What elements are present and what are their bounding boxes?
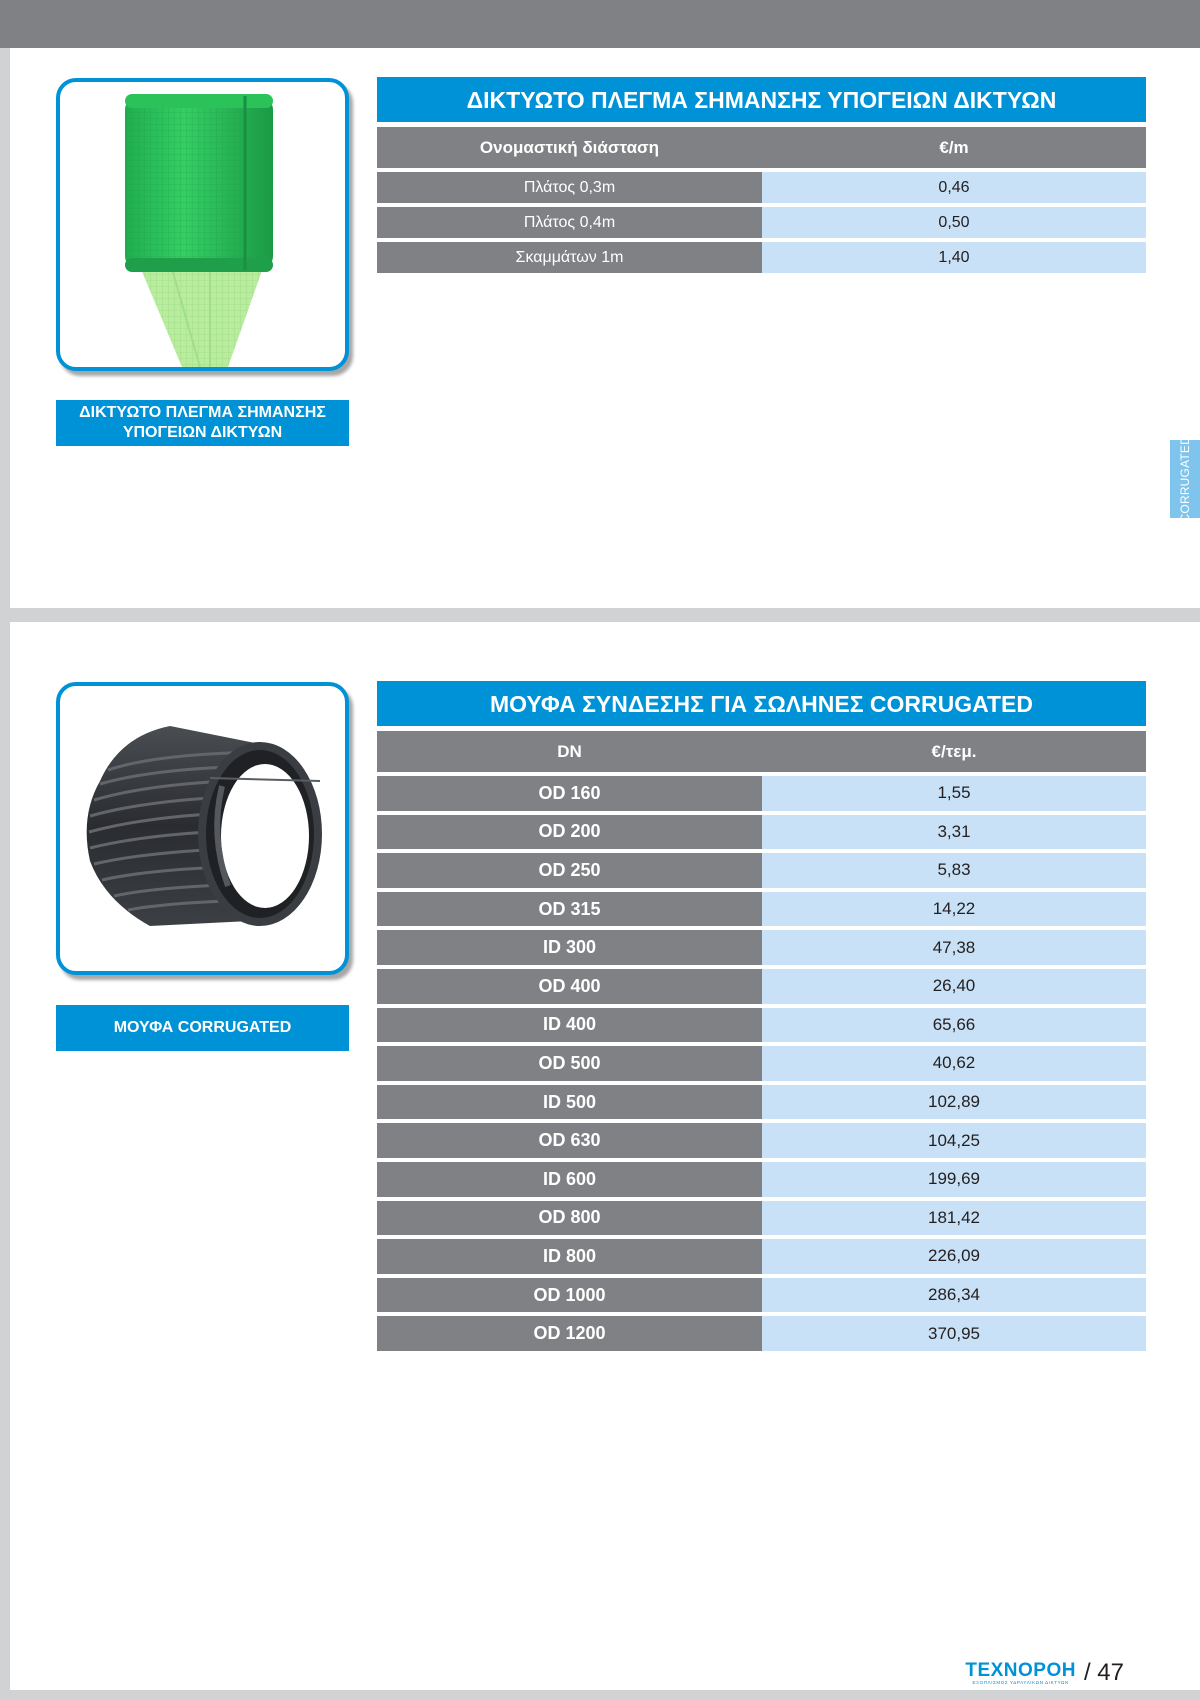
row-dimension: Πλάτος 0,3m — [377, 172, 762, 203]
table-row — [377, 892, 1146, 927]
row-price: 1,40 — [762, 242, 1146, 273]
green-mesh-roll-icon — [60, 82, 345, 367]
table-row — [377, 207, 1146, 238]
coupling-caption: ΜΟΥΦΑ CORRUGATED — [56, 1005, 349, 1051]
coupling-price-table — [377, 681, 1146, 1351]
table-row — [377, 172, 1146, 203]
page-footer — [965, 1660, 1124, 1686]
row-dn: OD 800 — [377, 1201, 762, 1236]
table-row — [377, 776, 1146, 811]
brand-logo — [965, 1661, 1076, 1686]
side-tab-label: CORRUGATED — [1178, 435, 1192, 523]
row-dn: OD 1000 — [377, 1278, 762, 1313]
side-tab-corrugated — [1170, 435, 1200, 523]
row-price: 370,95 — [762, 1316, 1146, 1351]
section-corrugated-coupling — [10, 622, 1200, 1690]
row-dn: OD 630 — [377, 1123, 762, 1158]
table-row — [377, 1239, 1146, 1274]
table-row — [377, 969, 1146, 1004]
row-price: 5,83 — [762, 853, 1146, 888]
row-price: 226,09 — [762, 1239, 1146, 1274]
table-row — [377, 1278, 1146, 1313]
row-dn: ID 400 — [377, 1008, 762, 1043]
logo-tagline: ΕΞΟΠΛΙΣΜΟΣ ΥΔΡΑΥΛΙΚΩΝ ΔΙΚΤΥΩΝ — [972, 1680, 1069, 1685]
table-row — [377, 242, 1146, 273]
warning-mesh-price-table — [377, 77, 1146, 273]
logo-name: ΤΕΧΝΟΡΟΗ — [965, 1660, 1076, 1681]
row-dn: OD 315 — [377, 892, 762, 927]
row-price: 104,25 — [762, 1123, 1146, 1158]
row-dn: OD 500 — [377, 1046, 762, 1081]
table-title: ΔΙΚΤΥΩΤΟ ΠΛΕΓΜΑ ΣΗΜΑΝΣΗΣ ΥΠΟΓΕΙΩΝ ΔΙΚΤΥΩΝ — [377, 77, 1146, 122]
row-price: 14,22 — [762, 892, 1146, 927]
top-bar — [0, 0, 1200, 48]
header-price: €/τεμ. — [931, 741, 977, 761]
table-row — [377, 1201, 1146, 1236]
warning-mesh-image — [56, 78, 349, 371]
header-dn: DN — [557, 741, 582, 761]
section-warning-mesh — [10, 48, 1200, 608]
table-row — [377, 1162, 1146, 1197]
row-price: 286,34 — [762, 1278, 1146, 1313]
black-pipe-coupling-icon — [60, 686, 345, 971]
table-header — [377, 127, 1146, 168]
row-dn: ID 300 — [377, 930, 762, 965]
row-price: 40,62 — [762, 1046, 1146, 1081]
row-dimension: Πλάτος 0,4m — [377, 207, 762, 238]
table-row — [377, 1046, 1146, 1081]
table-row — [377, 853, 1146, 888]
table-header — [377, 731, 1146, 772]
header-dimension: Ονομαστική διάσταση — [479, 137, 660, 157]
row-price: 47,38 — [762, 930, 1146, 965]
row-dn: OD 250 — [377, 853, 762, 888]
page-number: / 47 — [1083, 1659, 1124, 1686]
table-row — [377, 1123, 1146, 1158]
table-title: ΜΟΥΦΑ ΣΥΝΔΕΣΗΣ ΓΙΑ ΣΩΛΗΝΕΣ CORRUGATED — [377, 681, 1146, 726]
row-dn: ID 500 — [377, 1085, 762, 1120]
header-price: €/m — [939, 137, 969, 157]
row-price: 3,31 — [762, 815, 1146, 850]
row-dn: ID 600 — [377, 1162, 762, 1197]
row-price: 181,42 — [762, 1201, 1146, 1236]
table-row — [377, 930, 1146, 965]
coupling-image — [56, 682, 349, 975]
row-price: 65,66 — [762, 1008, 1146, 1043]
row-dn: OD 200 — [377, 815, 762, 850]
row-dn: OD 400 — [377, 969, 762, 1004]
row-price: 102,89 — [762, 1085, 1146, 1120]
table-row — [377, 1316, 1146, 1351]
row-price: 26,40 — [762, 969, 1146, 1004]
table-row — [377, 1008, 1146, 1043]
row-dn: ID 800 — [377, 1239, 762, 1274]
row-dn: OD 1200 — [377, 1316, 762, 1351]
row-price: 0,46 — [762, 172, 1146, 203]
row-dn: OD 160 — [377, 776, 762, 811]
table-row — [377, 815, 1146, 850]
table-row — [377, 1085, 1146, 1120]
row-price: 0,50 — [762, 207, 1146, 238]
row-dimension: Σκαμμάτων 1m — [377, 242, 762, 273]
warning-mesh-caption: ΔΙΚΤΥΩΤΟ ΠΛΕΓΜΑ ΣΗΜΑΝΣΗΣ ΥΠΟΓΕΙΩΝ ΔΙΚΤΥΩΝ — [56, 400, 349, 446]
row-price: 1,55 — [762, 776, 1146, 811]
row-price: 199,69 — [762, 1162, 1146, 1197]
